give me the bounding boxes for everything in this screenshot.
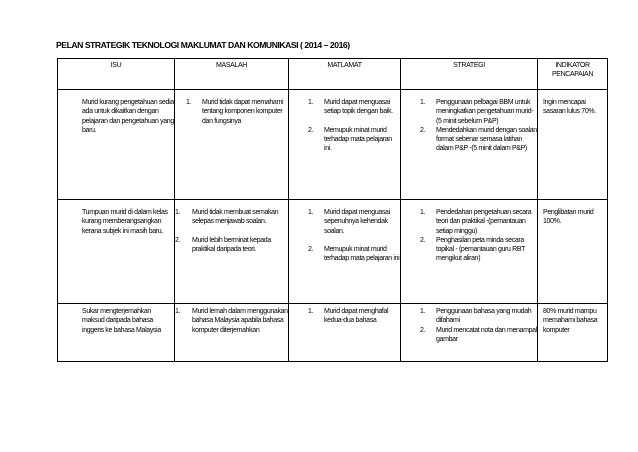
list-item: 1. Penggunaan pelbagai BBM untuk meningkatkan pengetahuan murid-(5 minit sebelum P&P) — [420, 99, 534, 125]
list-item: 1. Murid lemah dalam menggunakan bahasa Malaysia apabila bahasa komputer diterjemahkan — [175, 308, 288, 334]
matlamat-cell — [289, 304, 401, 362]
list-item: 1. Murid dapat menguasai sepenuhnya kehendak soalan. — [308, 209, 390, 235]
list-item: 1. Murid tidak dapat memahami tentang komponen komputer dan fungsinya — [186, 99, 284, 125]
list-item: 2. Mendedahkan murid dengan soalan format sebenar semasa latihan dalam P&P -(5 minit dalam P&P) — [420, 126, 537, 153]
masalah-cell — [175, 200, 289, 304]
list-item: 1. Pendedahan pengetahuan secara teori dan praktikal -(pemantauan setiap minggu) — [420, 209, 532, 235]
indikator-cell: Penglibatan murid 100%. — [538, 200, 608, 304]
page-title: PELAN STRATEGIK TEKNOLOGI MAKLUMAT DAN KOMUNIKASI ( 2014 – 2016) — [56, 40, 350, 50]
indikator-cell: Ingin mencapai sasaran lulus 70%. — [538, 90, 608, 200]
list-item: 1. Murid tidak membuat semakan selepas menjawab soalan. — [175, 209, 279, 226]
masalah-cell — [175, 304, 289, 362]
matlamat-cell — [289, 90, 401, 200]
list-item: 1. Penggunaan bahasa yang mudah difahami — [420, 308, 532, 325]
header-masalah: MASALAH — [175, 59, 289, 90]
isu-cell: Sukar mengterjemahkan maksud daripada bahasa inggeris ke bahasa Malaysia — [58, 304, 175, 362]
strategi-cell — [401, 90, 538, 200]
list-item: 2. Penghasilan peta minda secara topikal - (pemantauan guru RBT mengikut aliran) — [420, 236, 525, 263]
list-item: 2. Memupuk minat murid terhadap mata pelajaran ini — [308, 245, 400, 263]
table-row — [58, 200, 608, 304]
list-item: 2. Murid mencatat nota dan menampal gambar — [420, 326, 537, 343]
header-matlamat: MATLAMAT — [289, 59, 401, 90]
isu-cell: Murid kurang pengetahuan sedia ada untuk dikaitkan dengan pelajaran dan pengetahuan yang baru. — [58, 90, 175, 200]
list-item: 2. Murid lebih berminat kepada praktikal daripada teori. — [175, 236, 271, 253]
masalah-cell — [175, 90, 289, 200]
table-row — [58, 90, 608, 200]
strategi-cell — [401, 304, 538, 362]
header-isu: ISU — [58, 59, 175, 90]
list-item: 1. Murid dapat menghafal kedua-dua bahasa — [308, 308, 389, 325]
isu-cell: Tumpuan murid di dalam kelas kurang memberangsangkan kerana subjek ini masih baru. — [58, 200, 175, 304]
table-header-row — [58, 59, 608, 90]
header-strategi: STRATEGI — [401, 59, 538, 90]
header-indikator: INDIKATOR PENCAPAIAN — [538, 59, 608, 90]
table-row — [58, 304, 608, 362]
matlamat-cell — [289, 200, 401, 304]
indikator-cell: 80% murid mampu memahami bahasa komputer — [538, 304, 608, 362]
strategy-table — [57, 58, 608, 362]
list-item: 1. Murid dapat menguasai setiap topik dengan baik. — [308, 99, 393, 116]
strategi-cell — [401, 200, 538, 304]
list-item: 2. Memupuk minat murid terhadap mata pelajaran ini. — [308, 126, 392, 153]
